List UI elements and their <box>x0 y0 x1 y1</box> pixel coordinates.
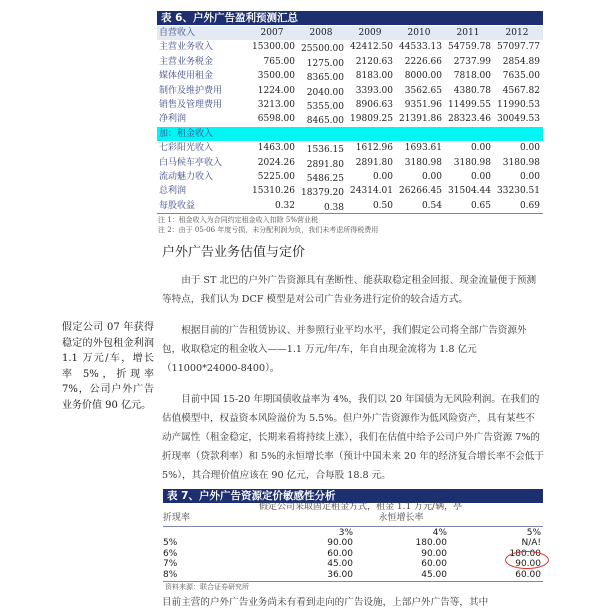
cell: 1536.15 <box>306 145 344 156</box>
cell: 0.54 <box>421 200 442 211</box>
cell: 5486.25 <box>306 173 344 184</box>
table-row <box>157 55 543 69</box>
cell: 15300.00 <box>252 42 295 53</box>
table6-bottom-rule <box>157 213 543 214</box>
cutoff-text: 目前主营的户外广告业务尚未有看到走向的广告设施，上部户外广告等，其中 <box>162 597 489 608</box>
cell: 57097.77 <box>497 42 540 53</box>
table7-title: 表 7、户外广告资源定价敏感性分析 <box>163 489 543 503</box>
cell: 0.65 <box>470 200 491 211</box>
cell: 8906.63 <box>355 99 393 110</box>
row-label: 8% <box>163 569 178 580</box>
table-row <box>157 156 543 170</box>
row-label: 销售及管理费用 <box>159 99 223 110</box>
table-row <box>163 570 543 581</box>
cell: 0.00 <box>519 171 540 182</box>
cell: 60.00 <box>327 548 353 559</box>
cell: 0.00 <box>372 171 393 182</box>
table7 <box>163 502 543 582</box>
cell: 765.00 <box>263 56 295 67</box>
table6-header-year: 2008 <box>309 28 333 38</box>
cell: 8465.00 <box>306 116 344 127</box>
cell: 0.32 <box>274 200 295 211</box>
cell: 2891.80 <box>306 159 344 170</box>
cell: 8183.00 <box>355 71 393 82</box>
table7-header-row <box>163 528 543 539</box>
cell: 0.00 <box>519 143 540 154</box>
cell: 45.00 <box>421 569 447 580</box>
cell: 0.69 <box>519 200 540 211</box>
table6-header-row <box>157 26 543 40</box>
growth-rate-label: 永恒增长率 <box>378 513 424 523</box>
sidebar-note: 假定公司 07 年获得稳定的外包租金利润 1.1 万元/车，增长率 5%，折现率 7%，公司户外广告业务价值 90 亿元。 <box>62 322 154 411</box>
table6-header-year: 2011 <box>456 28 480 38</box>
table-row <box>163 538 543 549</box>
table-row <box>157 184 543 198</box>
table-row <box>163 549 543 560</box>
table-row <box>157 141 543 155</box>
row-label: 总利润 <box>159 186 187 197</box>
table6-header-year: 2009 <box>358 28 382 38</box>
cell: 28323.46 <box>448 114 491 125</box>
column-header: 5% <box>526 527 541 538</box>
row-label: 5% <box>163 538 178 548</box>
cell: 6598.00 <box>257 114 295 125</box>
cell: 36.00 <box>327 569 353 580</box>
cell: 0.38 <box>323 202 344 213</box>
table6-note-2: 注 2：由于 05-06 年度亏损，未分配利润为负，我们未考虑所得税费用 <box>158 226 379 234</box>
row-label: 主营业务税金 <box>159 56 214 67</box>
table-row <box>157 84 543 98</box>
cell: 1612.96 <box>355 143 393 154</box>
table7-source: 资料来源：联合证券研究所 <box>165 583 249 591</box>
cell: 60.00 <box>421 559 447 569</box>
column-header: 3% <box>338 527 353 538</box>
cell: 3180.98 <box>404 157 442 168</box>
cell: 0.00 <box>421 171 442 182</box>
row-label: 7% <box>163 559 178 569</box>
cell: 180.00 <box>509 548 541 559</box>
row-label: 加：租金收入 <box>159 128 214 139</box>
table-row <box>157 98 543 112</box>
cell: 7635.00 <box>502 71 540 82</box>
cell: 2024.26 <box>257 157 295 168</box>
cell: 44533.13 <box>399 42 442 53</box>
cell: 3500.00 <box>257 71 295 82</box>
cell: 30049.53 <box>497 114 540 125</box>
cell: 2891.80 <box>355 157 393 168</box>
cell: 25500.00 <box>301 44 344 55</box>
cell: 3213.00 <box>257 99 295 110</box>
row-label: 6% <box>163 548 178 559</box>
cell: 1275.00 <box>306 58 344 69</box>
cell: 3180.98 <box>502 157 540 168</box>
cell: 7818.00 <box>453 71 491 82</box>
row-label: 媒体使用租金 <box>159 71 214 82</box>
paragraph: 目前中国 15-20 年期国债收益率为 4%，我们以 20 年国债为无风险利润。在我们的估值模型中，权益资本风险溢价为 5.5%。但户外广告资源作为低风险资产，具有某些不动产属性（租金稳定，长期来看将持续上涨），我们在估值中给予公司户外广告资源 7%的折现率（贷款利率）和 5%的永恒增长率（预计中国未来 20 年的经济复合增长率不会低于 5%），其合理价值应该在 90 亿元，合每股 18.8 元。 <box>162 394 544 481</box>
cell: 5355.00 <box>306 101 344 112</box>
row-label: 制作及维护费用 <box>159 85 223 96</box>
cell: 11990.53 <box>497 99 540 110</box>
table-row <box>157 199 543 213</box>
cell <box>163 528 259 539</box>
cell: 24314.01 <box>350 186 393 197</box>
table-row <box>157 69 543 83</box>
cell: 26266.45 <box>399 186 442 197</box>
cell: 90.00 <box>515 559 541 569</box>
paragraph: 根据目前的广告租赁协议、并参照行业平均水平，我们假定公司将全部广告资源外包，收取稳定的租金收入——1.1 万元/年/车，年自由现金流将为 1.8 亿元（11000*24000-8400）。 <box>162 325 527 374</box>
cell: 2040.00 <box>306 87 344 98</box>
table7-rule <box>163 526 543 527</box>
table6-title: 表 6、户外广告盈利预测汇总 <box>157 11 543 25</box>
row-label: 白马候车亭收入 <box>159 157 223 168</box>
cell: 0.00 <box>470 171 491 182</box>
cell: 1224.00 <box>257 85 295 96</box>
cell: 3562.65 <box>404 85 442 96</box>
cell: 8000.00 <box>404 71 442 82</box>
discount-rate-label: 折现率 <box>163 513 191 523</box>
cell: N/A! <box>521 538 541 548</box>
cell: 90.00 <box>421 548 447 559</box>
cell: 11499.55 <box>448 99 491 110</box>
row-label: 流动魅力收入 <box>159 171 214 182</box>
table-row <box>157 40 543 54</box>
row-label: 净利润 <box>159 114 187 125</box>
cell: 33230.51 <box>497 186 540 197</box>
cell: 5225.00 <box>257 171 295 182</box>
column-header: 4% <box>432 527 447 538</box>
cell: 15310.26 <box>252 186 295 197</box>
table7-subtitle: 假定公司采取固定租金方式，租金 1.1 万元/辆，亭 <box>259 502 463 512</box>
table-row <box>157 112 543 126</box>
body-text <box>162 271 544 497</box>
cell: 60.00 <box>515 569 541 580</box>
cell: 2226.66 <box>404 56 442 67</box>
paragraph: 由于 ST 北巴的户外广告资源具有垄断性、能获取稳定租金回报、现金流量便于预测等特点，我们认为 DCF 模型是对公司广告业务进行定价的较合适方式。 <box>162 275 537 305</box>
cell: 18379.20 <box>301 188 344 199</box>
table6-header-year: 2012 <box>505 28 529 38</box>
row-label: 七彩阳光收入 <box>159 143 214 154</box>
cell: 90.00 <box>327 538 353 548</box>
row-label: 每股收益 <box>159 200 196 211</box>
cell: 0.50 <box>372 200 393 211</box>
cell: 31504.44 <box>448 186 491 197</box>
table7-label-row <box>163 513 543 524</box>
section-title: 户外广告业务估值与定价 <box>162 245 306 260</box>
cell: 180.00 <box>415 538 447 548</box>
table-row <box>157 170 543 184</box>
row-label: 主营业务收入 <box>159 42 214 53</box>
rental-income-row <box>157 127 543 141</box>
cell: 2854.89 <box>502 56 540 67</box>
cell: 54759.78 <box>448 42 491 53</box>
cell: 1463.00 <box>257 143 295 154</box>
table-row <box>163 559 543 570</box>
cell: 1693.61 <box>404 143 442 154</box>
cell: 42412.50 <box>350 42 393 53</box>
cell: 3393.00 <box>355 85 393 96</box>
cell: 0.00 <box>470 143 491 154</box>
cell: 3180.98 <box>453 157 491 168</box>
cell: 19809.25 <box>350 114 393 125</box>
cell: 45.00 <box>327 559 353 569</box>
table6-header-year: 2010 <box>407 28 431 38</box>
cell: 21391.86 <box>399 114 442 125</box>
cell: 4567.82 <box>502 85 540 96</box>
highlight-circle <box>505 551 549 569</box>
table6-header-year: 2007 <box>260 28 284 38</box>
cell: 8365.00 <box>306 73 344 84</box>
table6-note-1: 注 1：租金收入为合同约定租金收入扣除 5%营业税 <box>158 216 319 224</box>
cell: 2120.63 <box>355 56 393 67</box>
cell: 9351.96 <box>404 99 442 110</box>
cell: 2737.99 <box>453 56 491 67</box>
cell: 4380.78 <box>453 85 491 96</box>
table6 <box>157 26 543 213</box>
table6-header-label: 自营收入 <box>159 28 196 38</box>
